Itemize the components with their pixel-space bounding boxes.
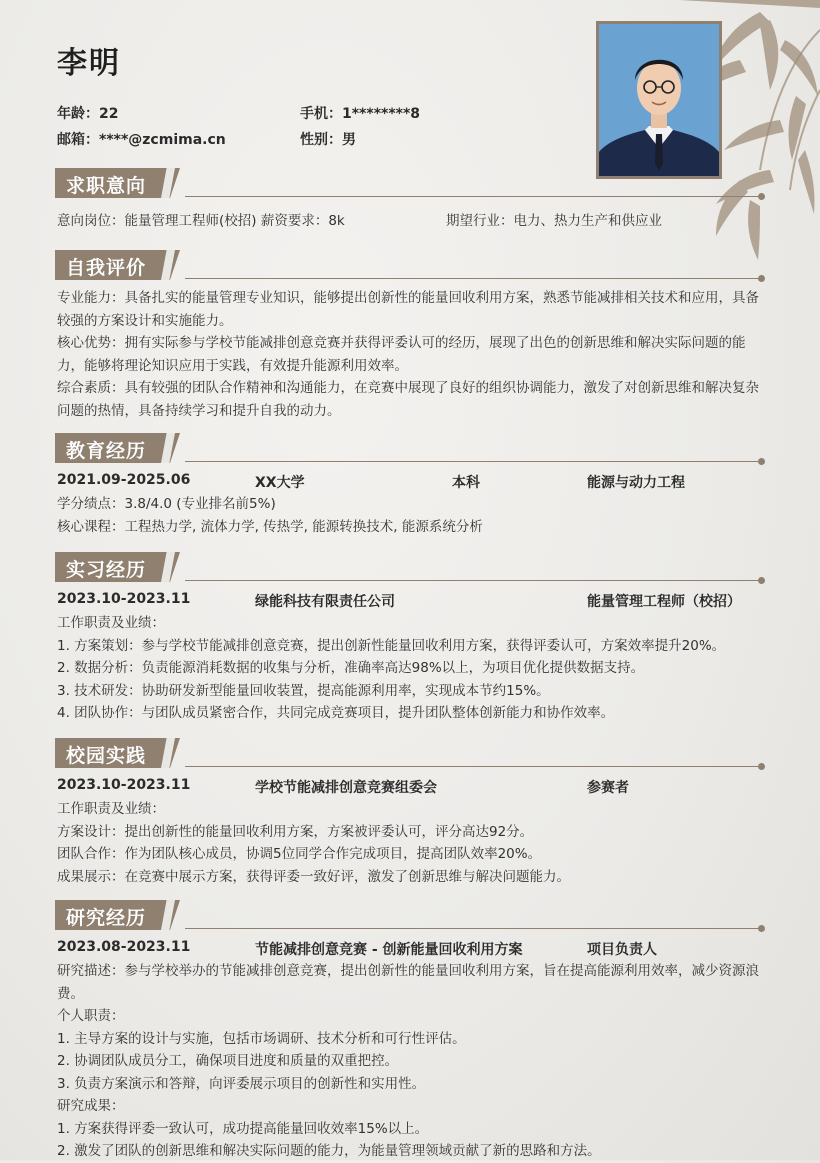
research-line: 研究描述：参与学校举办的节能减排创意竞赛，提出创新性的能量回收利用方案，旨在提高能源利用效率，减少资源浪费。 <box>57 963 759 1002</box>
intern-role: 能量管理工程师（校招） <box>587 594 741 610</box>
edu-line: 核心课程：工程热力学, 流体力学, 传热学, 能源转换技术, 能源系统分析 <box>57 518 483 535</box>
campus-line: 团队合作：作为团队核心成员，协调5位同学合作完成项目，提高团队效率20%。 <box>57 846 542 862</box>
research-role: 项目负责人 <box>587 942 657 958</box>
intern-line: 4. 团队协作：与团队成员紧密合作，共同完成竞赛项目，提升团队整体创新能力和协作效率。 <box>57 705 615 721</box>
intern-line: 3. 技术研发：协助研发新型能量回收装置，提高能源利用率，实现成本节约15%。 <box>57 682 550 699</box>
campus-line: 工作职责及业绩： <box>57 801 165 817</box>
research-line: 个人职责： <box>57 1008 125 1024</box>
portrait-photo <box>596 21 722 179</box>
edu-details <box>57 493 769 538</box>
section-header-self-eval <box>55 250 765 280</box>
intern-line: 2. 数据分析：负责能源消耗数据的收集与分析，准确率高达98%以上，为项目优化提供数据支持。 <box>57 660 645 676</box>
research-project: 节能减排创意竞赛 - 创新能量回收利用方案 <box>255 942 523 958</box>
section-title: 求职意向 <box>66 175 147 197</box>
campus-details <box>57 798 769 888</box>
section-header-intent <box>55 168 765 198</box>
section-title: 自我评价 <box>66 257 147 279</box>
research-line: 2. 协调团队成员分工，确保项目进度和质量的双重把控。 <box>57 1053 399 1069</box>
campus-role: 参赛者 <box>587 780 629 796</box>
gender-field: 性别：男 <box>300 132 356 148</box>
section-header-campus <box>55 738 765 768</box>
intent-industry: 期望行业：电力、热力生产和供应业 <box>446 213 662 229</box>
phone-field: 手机：1********8 <box>300 106 421 122</box>
section-title: 实习经历 <box>66 559 147 581</box>
section-header-research <box>55 900 765 930</box>
research-line: 2. 激发了团队的创新思维和解决实际问题的能力，为能量管理领域贡献了新的思路和方法。 <box>57 1143 601 1159</box>
research-line: 1. 方案获得评委一致认可，成功提高能量回收效率15%以上。 <box>57 1120 429 1137</box>
section-title: 校园实践 <box>66 745 147 767</box>
intern-line: 工作职责及业绩： <box>57 615 165 631</box>
intern-company: 绿能科技有限责任公司 <box>255 594 395 610</box>
self-eval-text <box>57 287 769 422</box>
edu-line: 学分绩点：3.8/4.0 (专业排名前5%) <box>57 496 276 512</box>
campus-line: 成果展示：在竞赛中展示方案，获得评委一致好评，激发了创新思维与解决问题能力。 <box>57 868 570 885</box>
intent-position: 意向岗位：能量管理工程师(校招) 薪资要求：8k <box>57 213 345 229</box>
research-period: 2023.08-2023.11 <box>57 939 191 955</box>
section-title: 教育经历 <box>66 440 147 462</box>
intern-period: 2023.10-2023.11 <box>57 591 191 607</box>
self-eval-item: 核心优势：拥有实际参与学校节能减排创意竞赛并获得评委认可的经历，展现了出色的创新思维和解决实际问题的能力，能够将理论知识应用于实践，有效提升能源利用效率。 <box>57 335 746 374</box>
intern-line: 1. 方案策划：参与学校节能减排创意竞赛，提出创新性能量回收利用方案，获得评委认可，方案效率提升20%。 <box>57 637 726 654</box>
section-header-education <box>55 433 765 463</box>
campus-org: 学校节能减排创意竞赛组委会 <box>255 780 437 796</box>
email-field: 邮箱：****@zcmima.cn <box>57 132 226 148</box>
intern-details <box>57 612 769 725</box>
section-title: 研究经历 <box>66 907 147 929</box>
research-line: 1. 主导方案的设计与实施，包括市场调研、技术分析和可行性评估。 <box>57 1030 466 1047</box>
edu-period: 2021.09-2025.06 <box>57 472 191 488</box>
self-eval-item: 综合素质：具有较强的团队合作精神和沟通能力，在竞赛中展现了良好的组织协调能力，激发了对创新思维和解决复杂问题的热情，具备持续学习和提升自我的动力。 <box>57 380 759 419</box>
campus-line: 方案设计：提出创新性的能量回收利用方案，方案被评委认可，评分高达92分。 <box>57 823 534 840</box>
campus-period: 2023.10-2023.11 <box>57 777 191 793</box>
section-header-internship <box>55 552 765 582</box>
candidate-name: 李明 <box>57 46 121 81</box>
age-field: 年龄：22 <box>57 106 119 122</box>
edu-major: 能源与动力工程 <box>587 475 685 491</box>
self-eval-item: 专业能力：具备扎实的能量管理专业知识，能够提出创新性的能量回收利用方案，熟悉节能减排相关技术和应用，具备较强的方案设计和实施能力。 <box>57 290 759 329</box>
research-line: 3. 负责方案演示和答辩，向评委展示项目的创新性和实用性。 <box>57 1075 426 1092</box>
edu-degree: 本科 <box>452 475 480 491</box>
research-details <box>57 960 769 1163</box>
research-line: 研究成果： <box>57 1098 125 1114</box>
edu-school: XX大学 <box>255 475 305 491</box>
